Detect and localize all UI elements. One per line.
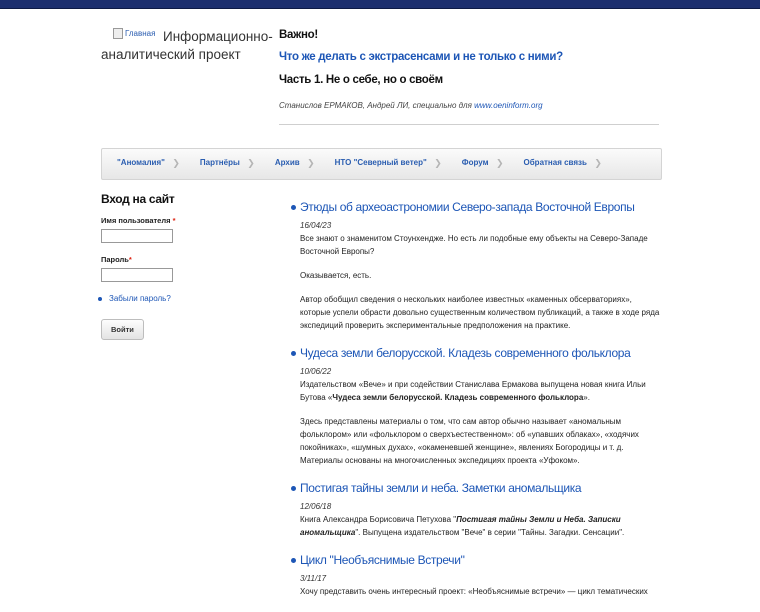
password-input[interactable] (101, 268, 173, 282)
article-date: 16/04/23 (300, 221, 332, 230)
top-bar (0, 0, 760, 9)
byline (279, 101, 659, 110)
password-label (101, 255, 271, 264)
nav-item-anomaly[interactable] (102, 149, 185, 179)
nav-item-label: Обратная связь (523, 158, 587, 167)
article-list (290, 200, 660, 612)
article-text-part: ". Выпущена издательством "Вече" в серии "Тайны. Загадки. Сенсации". (355, 528, 625, 537)
required-mark: * (128, 255, 132, 264)
nav-item-label: Архив (274, 158, 300, 167)
chevron-right-icon: ❯ (172, 158, 180, 168)
chevron-right-icon: ❯ (594, 158, 602, 168)
nav-item-feedback[interactable] (509, 149, 607, 179)
article-item (290, 346, 660, 467)
article-text: Здесь представлены материалы о том, что сам автор обычно называет «аномальным фольклором» или «фольклором о сверхъестественном»: об «упавших облаках», «ходячих покойниках», «шумных духах», «окаменевшей женщине», явлениях Богородицы и т. д. Материалы основаны на многочисленных экспедициях проекта «Уфоком». (300, 417, 639, 465)
chevron-right-icon: ❯ (247, 158, 255, 168)
article-date: 12/06/18 (300, 502, 332, 511)
main-nav (101, 148, 662, 180)
header-divider (279, 124, 659, 125)
article-date: 10/06/22 (300, 367, 332, 376)
article-text: Хочу представить очень интересный проект: «Необъяснимые встречи» — цикл тематических (300, 587, 648, 596)
chevron-right-icon: ❯ (495, 158, 504, 168)
article-text-part: Книга Александра Борисовича Петухова " (300, 515, 457, 524)
article-title-link[interactable]: Цикл "Необъяснимые Встречи" (290, 553, 660, 567)
chevron-right-icon: ❯ (307, 158, 315, 168)
article-text (300, 513, 660, 539)
article-item (290, 553, 660, 598)
article-item (290, 481, 660, 539)
article-text (300, 378, 660, 404)
chevron-right-icon: ❯ (434, 158, 442, 168)
article-title-link[interactable]: Чудеса земли белорусской. Кладезь современного фольклора (290, 346, 660, 360)
article-text: Автор обобщил сведения о нескольких наиболее известных «каменных обсерваториях», которые успели обрасти довольно существенным количеством публикаций, а также в ходе ряда экспедиций проверить экспериментальные предположения на практике. (300, 295, 660, 330)
nav-item-partners[interactable] (185, 149, 260, 179)
article-item (290, 200, 660, 332)
book-title: Чудеса земли белорусской. Кладезь современного фольклора (332, 393, 584, 402)
article-title-link[interactable]: Этюды об археоастрономии Северо-запада Восточной Европы (290, 200, 660, 214)
important-block (279, 29, 659, 110)
important-part-title: Часть 1. Не о себе, но о своём (279, 74, 443, 86)
login-button[interactable]: Войти (101, 319, 144, 340)
login-title: Вход на сайт (101, 192, 175, 206)
required-mark: * (172, 216, 176, 225)
article-text: Оказывается, есть. (300, 271, 372, 280)
byline-link[interactable]: www.oeninform.org (474, 101, 543, 110)
login-block (101, 192, 271, 340)
nav-item-archive[interactable] (260, 149, 320, 179)
byline-text: Станислов ЕРМАКОВ, Андрей ЛИ, специально для (279, 101, 472, 110)
username-input[interactable] (101, 229, 173, 243)
important-label: Важно! (279, 29, 318, 41)
important-question-link[interactable]: Что же делать с экстрасенсами и не только с ними? (279, 51, 563, 63)
book-title: Постигая тайны Земли и Неба. Записки аномальщика (300, 515, 621, 537)
forgot-password-link[interactable]: Забыли пароль? (101, 294, 271, 303)
nav-item-forum[interactable] (447, 149, 509, 179)
site-name: Информационно-аналитический проект (101, 29, 273, 62)
username-label (101, 216, 271, 225)
article-text-part: ». (583, 393, 590, 402)
article-text: Все знают о знаменитом Стоунхендже. Но есть ли подобные ему объекты на Северо-Западе Восточной Европы? (300, 234, 648, 256)
article-text-part: Издательством «Вече» и при содействии Станислава Ермакова выпущена новая книга Ильи Бутова « (300, 380, 646, 402)
nav-item-label: НТО "Северный ветер" (334, 158, 427, 167)
nav-item-label: "Аномалия" (117, 158, 165, 167)
nav-item-nto[interactable] (320, 149, 447, 179)
logo-alt-text: Главная (125, 29, 156, 38)
article-date: 3/11/17 (300, 574, 327, 583)
nav-item-label: Партнёры (199, 158, 240, 167)
nav-item-label: Форум (461, 158, 489, 167)
article-title-link[interactable]: Постигая тайны земли и неба. Заметки аномальщика (290, 481, 660, 495)
password-label-text: Пароль (101, 255, 129, 264)
username-label-text: Имя пользователя (101, 216, 171, 225)
